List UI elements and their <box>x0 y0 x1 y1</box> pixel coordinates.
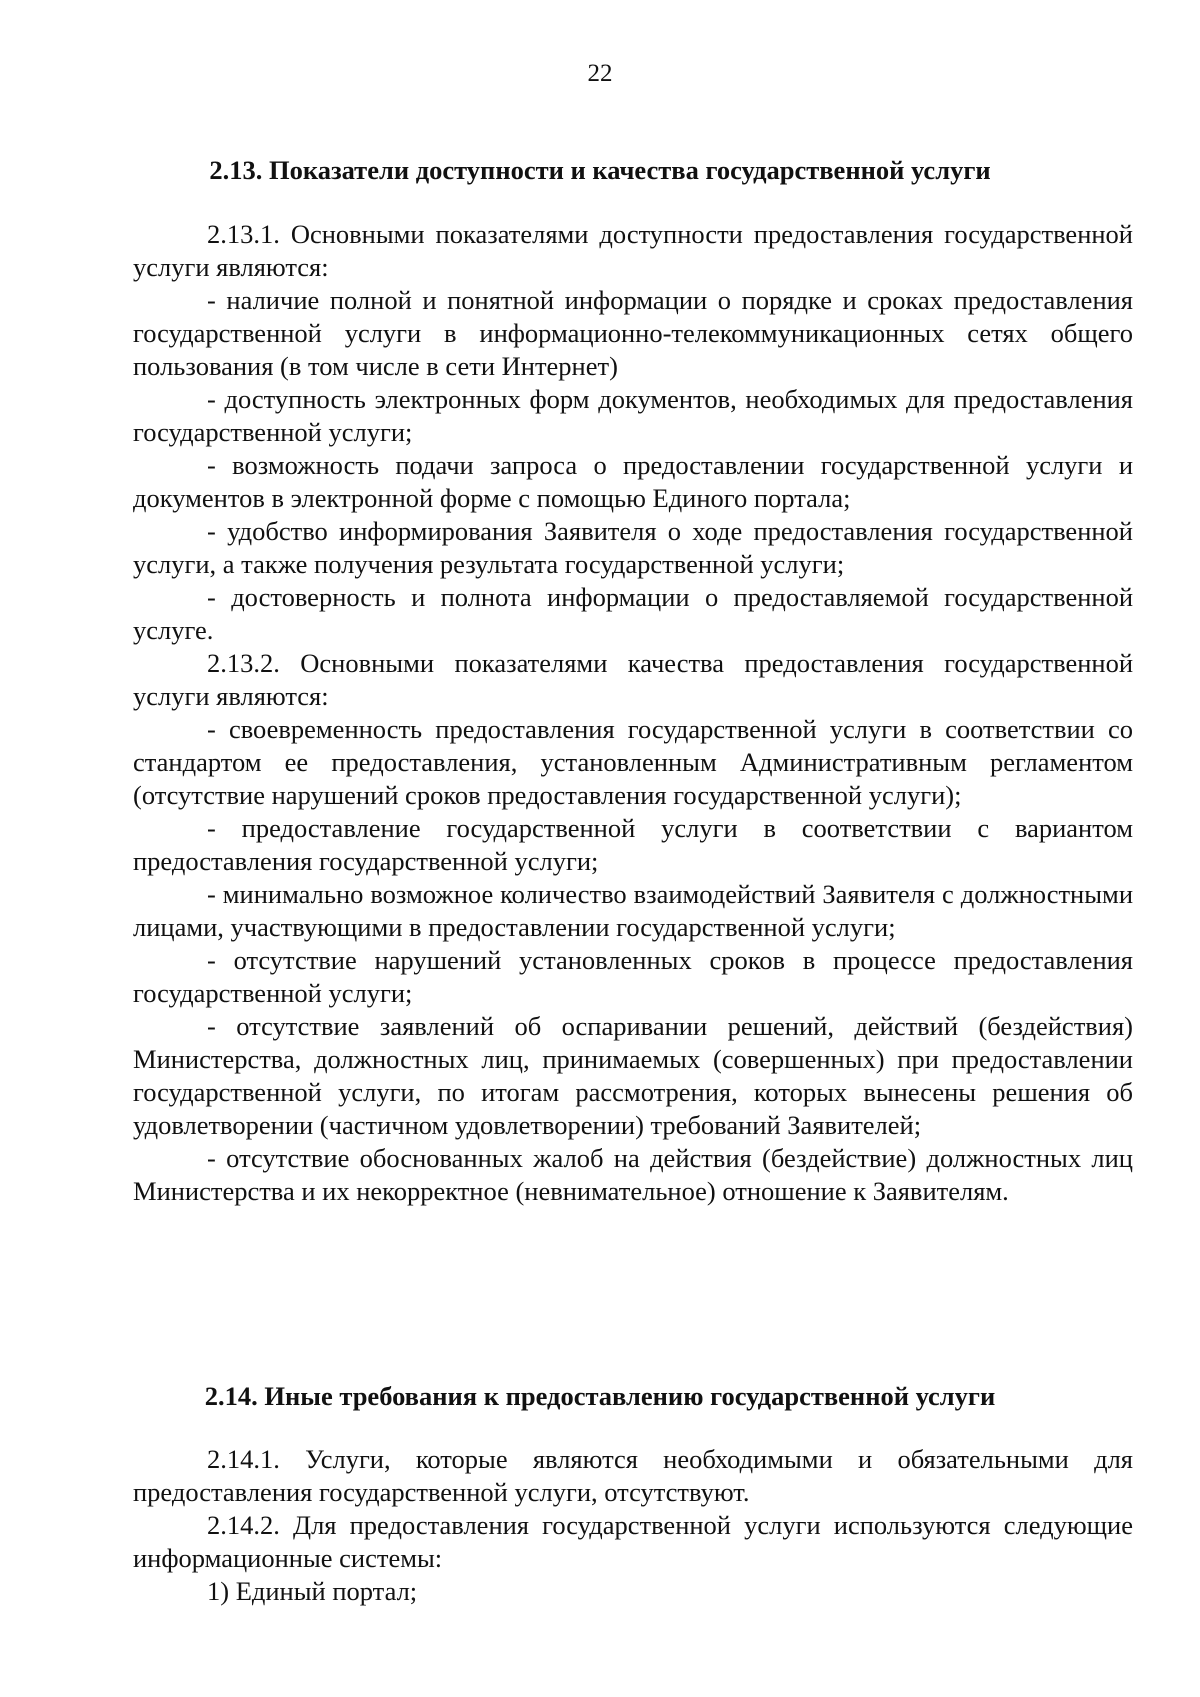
paragraph: 2.13.1. Основными показателями доступности предоставления государственной услуги являются: <box>133 219 1133 282</box>
section-2-14-title: 2.14. Иные требования к предоставлению государственной услуги <box>204 1381 996 1411</box>
list-item: - достоверность и полнота информации о предоставляемой государственной услуге. <box>133 582 1133 645</box>
list-item: - своевременность предоставления государственной услуги в соответствии со стандартом ее предоставления, установленным Административным регламентом (отсутствие нарушений сроков предоставления государственной услуги); <box>133 714 1133 810</box>
section-2-13-body <box>133 218 1133 1208</box>
section-2-14-body <box>133 1443 1133 1608</box>
list-item: - доступность электронных форм документов, необходимых для предоставления государственной услуги; <box>133 384 1133 447</box>
page-number: 22 <box>587 60 613 87</box>
list-item: - отсутствие заявлений об оспаривании решений, действий (бездействия) Министерства, должностных лиц, принимаемых (совершенных) при предоставлении государственной услуги, по итогам рассмотрения, которых вынесены решения об удовлетворении (частичном удовлетворении) требований Заявителей; <box>133 1011 1133 1140</box>
list-item: - удобство информирования Заявителя о ходе предоставления государственной услуги, а также получения результата государственной услуги; <box>133 516 1133 579</box>
list-item: - отсутствие нарушений установленных сроков в процессе предоставления государственной услуги; <box>133 945 1133 1008</box>
list-item: 1) Единый портал; <box>207 1576 418 1606</box>
list-item: - возможность подачи запроса о предоставлении государственной услуги и документов в электронной форме с помощью Единого портала; <box>133 450 1133 513</box>
paragraph: 2.14.2. Для предоставления государственной услуги используются следующие информационные системы: <box>133 1510 1133 1573</box>
list-item: - минимально возможное количество взаимодействий Заявителя с должностными лицами, участвующими в предоставлении государственной услуги; <box>133 879 1133 942</box>
section-2-13-title: 2.13. Показатели доступности и качества государственной услуги <box>209 155 991 185</box>
list-item: - наличие полной и понятной информации о порядке и сроках предоставления государственной услуги в информационно-телекоммуникационных сетях общего пользования (в том числе в сети Интернет) <box>133 285 1133 381</box>
paragraph: 2.14.1. Услуги, которые являются необходимыми и обязательными для предоставления государственной услуги, отсутствуют. <box>133 1444 1133 1507</box>
paragraph: 2.13.2. Основными показателями качества предоставления государственной услуги являются: <box>133 648 1133 711</box>
list-item: - отсутствие обоснованных жалоб на действия (бездействие) должностных лиц Министерства и их некорректное (невнимательное) отношение к Заявителям. <box>133 1143 1133 1206</box>
list-item: - предоставление государственной услуги в соответствии с вариантом предоставления государственной услуги; <box>133 813 1133 876</box>
